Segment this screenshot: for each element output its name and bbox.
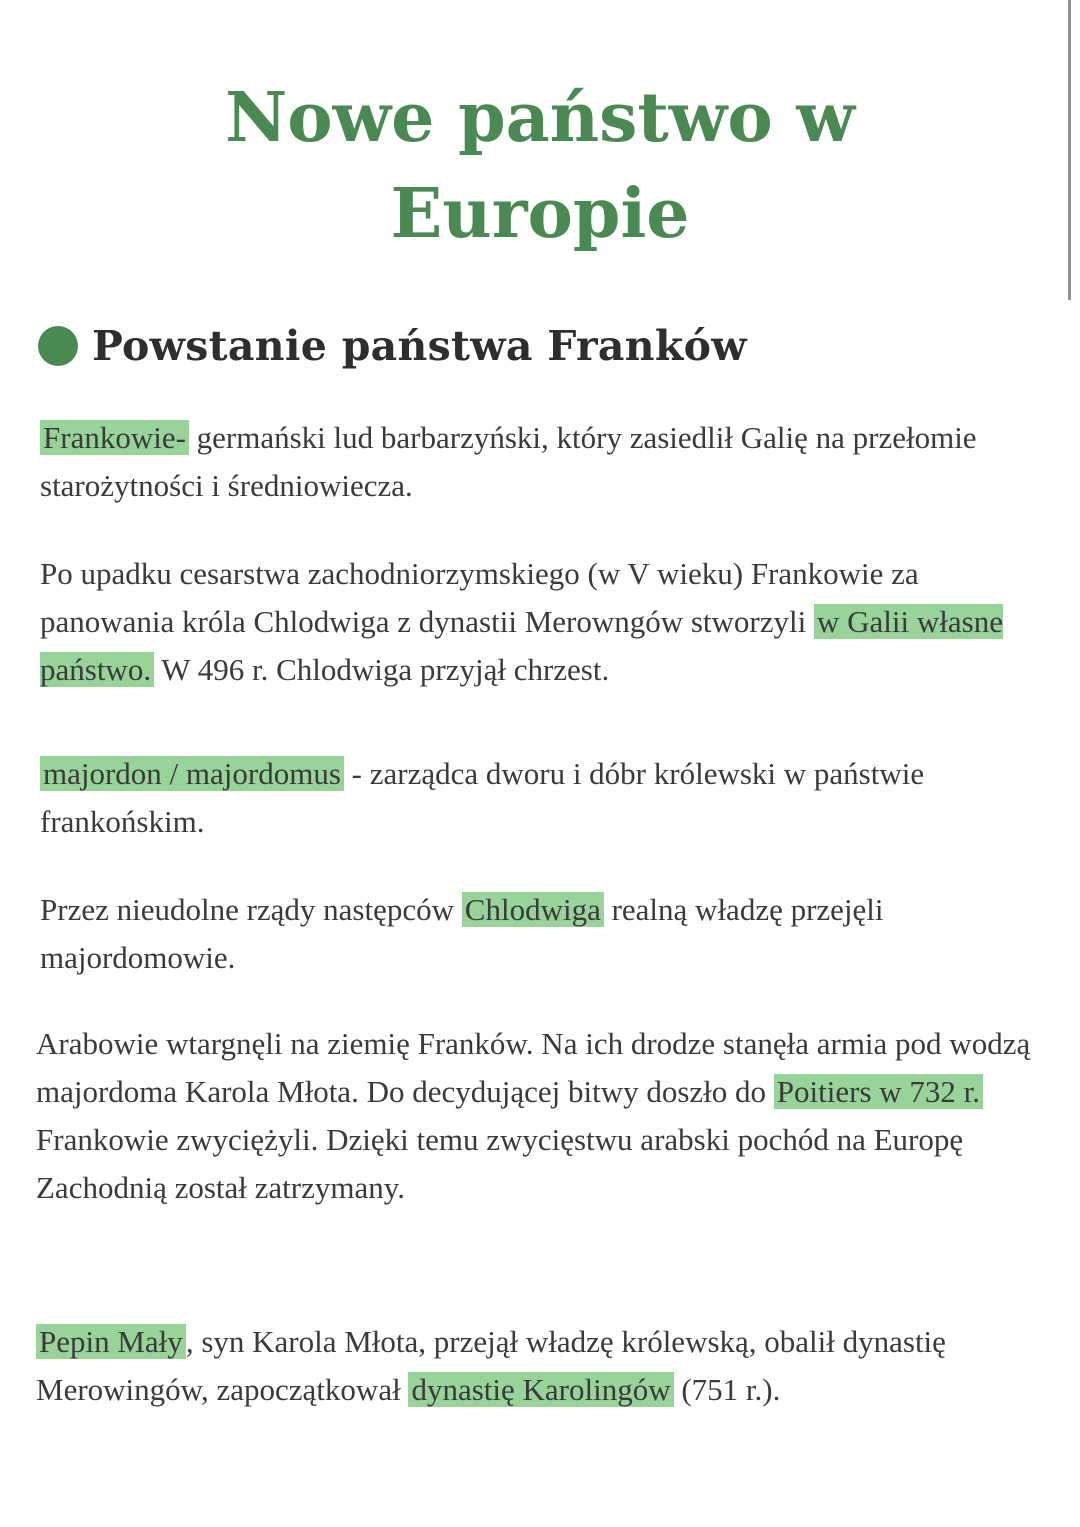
highlight-chlodwiga: Chlodwiga: [462, 892, 604, 927]
paragraph-text: germański lud barbarzyński, który zasiedlił Galię na przełomie starożytności i średniowiecza.: [40, 420, 977, 503]
paragraph-text: , syn Karola Młota, przejął władzę królewską, obalił dynastię Merowingów, zapoczątkował: [36, 1324, 946, 1407]
paragraph-majordomus: [40, 750, 1030, 846]
paragraph-text: Frankowie zwyciężyli. Dzięki temu zwycięstwu arabski pochód na Europę Zachodnią został zatrzymany.: [36, 1122, 964, 1205]
highlight-galia: w Galii własne państwo.: [40, 604, 1003, 687]
page-title: [0, 70, 1080, 262]
paragraph-upadek-cesarstwa: [40, 550, 1040, 694]
paragraph-text: Po upadku cesarstwa zachodniorzymskiego (w V wieku) Frankowie za panowania króla Chlodwiga z dynastii Merowngów stworzyli: [40, 556, 919, 639]
paragraph-text: Arabowie wtargnęli na ziemię Franków. Na ich drodze stanęła armia pod wodzą majordoma Karola Młota. Do decydującej bitwy doszło do: [36, 1026, 1031, 1109]
highlight-majordomus: majordon / majordomus: [40, 756, 344, 791]
highlight-pepin: Pepin Mały: [36, 1324, 186, 1359]
title-line-1: Nowe państwo w: [225, 78, 855, 158]
paragraph-text: - zarządca dworu i dóbr królewski w państwie frankońskim.: [40, 756, 925, 839]
highlight-poitiers: Poitiers w 732 r.: [774, 1074, 983, 1109]
paragraph-text: realną władzę przejęli majordomowie.: [40, 892, 884, 975]
bullet-dot-icon: [38, 326, 78, 366]
highlight-frankowie: Frankowie-: [40, 420, 189, 455]
paragraph-nastepcy: [40, 886, 1040, 982]
paragraph-text: W 496 r. Chlodwiga przyjął chrzest.: [154, 652, 610, 687]
paragraph-text: Przez nieudolne rządy następców: [40, 892, 462, 927]
section-heading-row: [38, 322, 747, 370]
paragraph-pepin: [36, 1318, 1046, 1414]
paragraph-arabowie: [36, 1020, 1036, 1212]
highlight-karolingowie: dynastię Karolingów: [408, 1372, 673, 1407]
section-heading: Powstanie państwa Franków: [92, 322, 747, 370]
title-line-2: Europie: [390, 174, 690, 254]
paragraph-frankowie: [40, 414, 1030, 510]
paragraph-text: (751 r.).: [673, 1372, 781, 1407]
